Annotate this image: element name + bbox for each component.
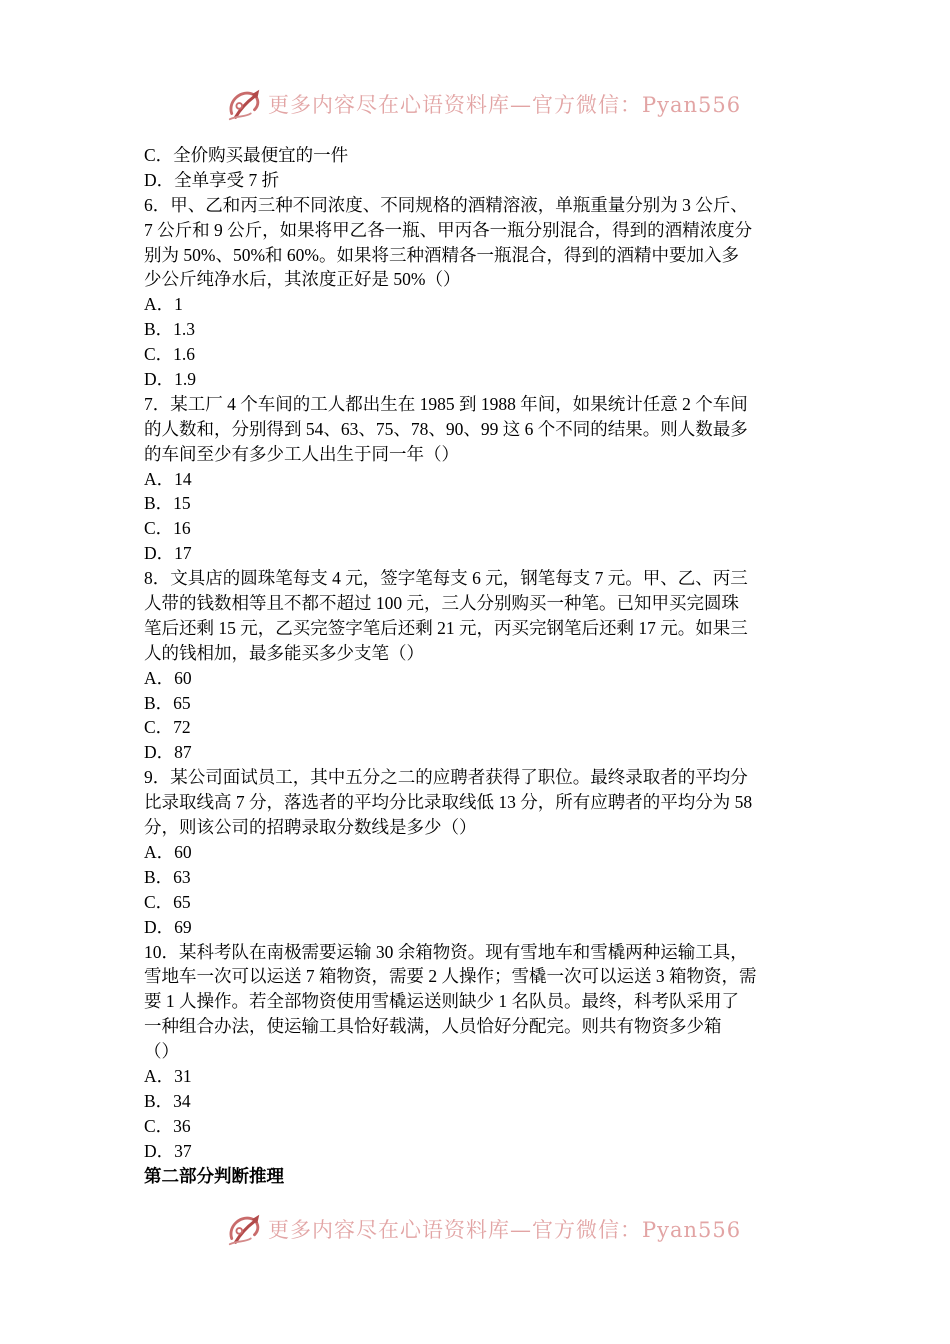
question-text: 的人数和，分别得到 54、63、75、78、90、99 这 6 个不同的结果。则人数最多 <box>144 418 748 439</box>
question-text: （） <box>144 1041 179 1062</box>
option-text: D．17 <box>144 543 192 564</box>
question-text: 别为 50%、50%和 60%。如果将三种酒精各一瓶混合，得到的酒精中要加入多 <box>144 244 739 265</box>
question-text: 10．某科考队在南极需要运输 30 余箱物资。现有雪地车和雪橇两种运输工具， <box>144 941 748 962</box>
question-text: 人带的钱数相等且不都不超过 100 元，三人分别购买一种笔。已知甲买完圆珠 <box>144 593 739 614</box>
document-body <box>144 143 808 1188</box>
option-text: A．14 <box>144 468 192 489</box>
option-text: C．16 <box>144 518 191 539</box>
option-text: B．1.3 <box>144 319 196 340</box>
option-text: D．87 <box>144 742 192 763</box>
question-text: 少公斤纯净水后，其浓度正好是 50%（） <box>144 269 461 290</box>
question-text: 9．某公司面试员工，其中五分之二的应聘者获得了职位。最终录取者的平均分 <box>144 767 748 788</box>
option-text: B．34 <box>144 1090 191 1111</box>
option-text: C．全价购买最便宜的一件 <box>144 145 349 165</box>
question-text: 7．某工厂 4 个车间的工人都出生在 1985 到 1988 年间，如果统计任意 2 个车间 <box>144 393 748 414</box>
question-text: 的车间至少有多少工人出生于同一年（） <box>144 443 459 464</box>
question-text: 要 1 人操作。若全部物资使用雪橇运送则缺少 1 名队员。最终，科考队采用了 <box>144 991 739 1012</box>
question-text: 一种组合办法，使运输工具恰好载满，人员恰好分配完。则共有物资多少箱 <box>144 1016 722 1037</box>
question-text: 雪地车一次可以运送 7 箱物资，需要 2 人操作；雪橇一次可以运送 3 箱物资，需 <box>144 966 757 987</box>
option-text: B．63 <box>144 866 191 887</box>
question-text: 笔后还剩 15 元，乙买完签字笔后还剩 21 元，丙买完钢笔后还剩 17 元。如果三 <box>144 617 748 638</box>
pen-nib-swirl-icon <box>226 1210 264 1248</box>
watermark-text: 更多内容尽在心语资料库—官方微信：Pyan556 <box>268 1218 742 1242</box>
question-text: 人的钱相加，最多能买多少支笔（） <box>144 642 424 663</box>
question-text: 比录取线高 7 分，落选者的平均分比录取线低 13 分，所有应聘者的平均分为 58 <box>144 792 753 813</box>
watermark-header <box>226 84 746 124</box>
option-text: D．69 <box>144 916 192 937</box>
option-text: B．15 <box>144 493 191 514</box>
option-text: C．72 <box>144 717 191 738</box>
question-text: 8．文具店的圆珠笔每支 4 元，签字笔每支 6 元，钢笔每支 7 元。甲、乙、丙三 <box>144 568 748 589</box>
option-text: D．37 <box>144 1140 192 1161</box>
pen-nib-swirl-icon <box>226 85 264 123</box>
option-text: B．65 <box>144 692 191 713</box>
watermark-text: 更多内容尽在心语资料库—官方微信：Pyan556 <box>268 93 742 117</box>
option-text: C．65 <box>144 891 191 912</box>
option-text: D．1.9 <box>144 369 197 390</box>
option-text: D．全单享受 7 折 <box>144 169 280 190</box>
question-text: 6．甲、乙和丙三种不同浓度、不同规格的酒精溶液，单瓶重量分别为 3 公斤、 <box>144 194 748 215</box>
option-text: A．60 <box>144 841 192 862</box>
question-text: 7 公斤和 9 公斤，如果将甲乙各一瓶、甲丙各一瓶分别混合，得到的酒精浓度分 <box>144 219 753 240</box>
section-heading: 第二部分判断推理 <box>144 1165 284 1186</box>
option-text: C．36 <box>144 1115 191 1136</box>
option-text: A．1 <box>144 294 183 315</box>
option-text: A．31 <box>144 1065 192 1086</box>
option-text: A．60 <box>144 667 192 688</box>
question-text: 分，则该公司的招聘录取分数线是多少（） <box>144 817 477 838</box>
watermark-footer <box>226 1209 746 1249</box>
option-text: C．1.6 <box>144 344 196 365</box>
